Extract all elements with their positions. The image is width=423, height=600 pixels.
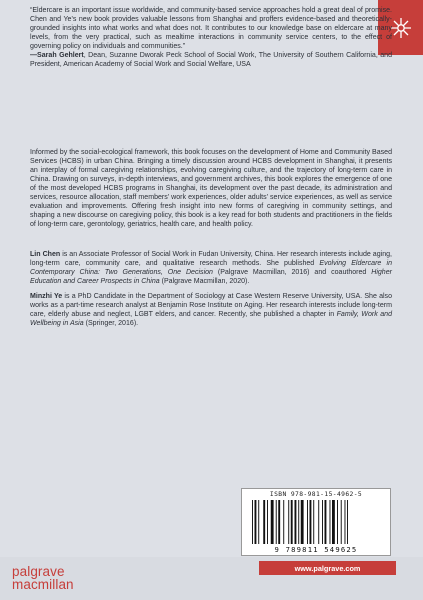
book-title: Higher Education and Career Prospects in China: [30, 269, 392, 286]
publisher-name-line2: macmillan: [12, 577, 74, 592]
author-bios: [30, 250, 392, 334]
endorsement-quote: [30, 6, 392, 69]
barcode-digits: 9 789811 549625: [274, 545, 358, 554]
book-description: Informed by the social-ecological framework, this book focuses on the development of Home and Community Based Services (HCBS) in urban China. Bringing a timely discussion around HCBS development in Shanghai, it presents an interplay of formal caregiving relationships, evolving caregiving culture, and the trajectory of long-term care in China. Drawing on surveys, in-depth interviews, and government archives, this book explores the emergence of one of the most developed HCBS programs in Shanghai, its development over the past decade, its administration and services, resource allocation, staff members’ work experiences, older adults’ service experiences, as well as service evaluation and improvements. Offering fresh insight into new forms of caregiving in community settings, and shaping a new discourse on caregiving policy, this book is a key read for both students and practitioners in the fields of long-term care, gerontology, geriatrics, health care, and health policy.: [30, 149, 392, 229]
attribution-title: , Dean, Suzanne Dworak Peck School of Social Work, The University of Southern California, and President, American Academy of Social Work and Social Welfare, USA: [30, 52, 393, 69]
barcode-bars: [252, 500, 382, 544]
isbn-barcode: [241, 488, 391, 556]
author-bio-minzhi-ye: Minzhi Ye is a PhD Candidate in the Department of Sociology at Case Western Reserve University, USA. She also works as a part-time research analyst at Benjamin Rose Institute on Aging. Her research interests include long-term care, elderly abuse and neglect, LGBT elders, and cancer. Recently, she published a chapter in Family, Work and Wellbeing in Asia (Springer, 2016).: [30, 293, 392, 328]
publisher-name-line1: palgrave: [12, 564, 65, 579]
book-title: Family, Work and Wellbeing in Asia: [30, 311, 392, 328]
author-name: Minzhi Ye: [30, 293, 63, 301]
author-bio-lin-chen: Lin Chen is an Associate Professor of Social Work in Fudan University, China. Her research interests include aging, long-term care, community care, and qualitative research methods. She published Evolving Eldercare in Contemporary China: Two Generations, One Decision (Palgrave Macmillan, 2016) and coauthored Higher Education and Career Prospects in China (Palgrave Macmillan, 2020).: [30, 251, 392, 286]
palgrave-star-icon: [389, 16, 413, 40]
quote-attribution: [30, 51, 392, 69]
publisher-logo: [12, 565, 74, 591]
author-name: Lin Chen: [30, 251, 61, 258]
publisher-url: www.palgrave.com: [259, 561, 396, 575]
attribution-name: —Sarah Gehlert: [30, 52, 84, 60]
book-title: Evolving Eldercare in Contemporary China: Two Generations, One Decision: [30, 260, 392, 277]
quote-text: “Eldercare is an important issue worldwide, and community-based service approaches hold a great deal of promise. Chen and Ye’s new book provides valuable lessons from Shanghai and proffers evidence-based and theoretically-grounded insights into what works and what does not. It contributes to our knowledge base on eldercare at many levels, from the very practical, such as mealtime interactions in community service centers, to the effect of governing policy on individuals and communities.”: [30, 7, 392, 51]
isbn-label: ISBN 978-981-15-4962-5: [269, 491, 363, 498]
